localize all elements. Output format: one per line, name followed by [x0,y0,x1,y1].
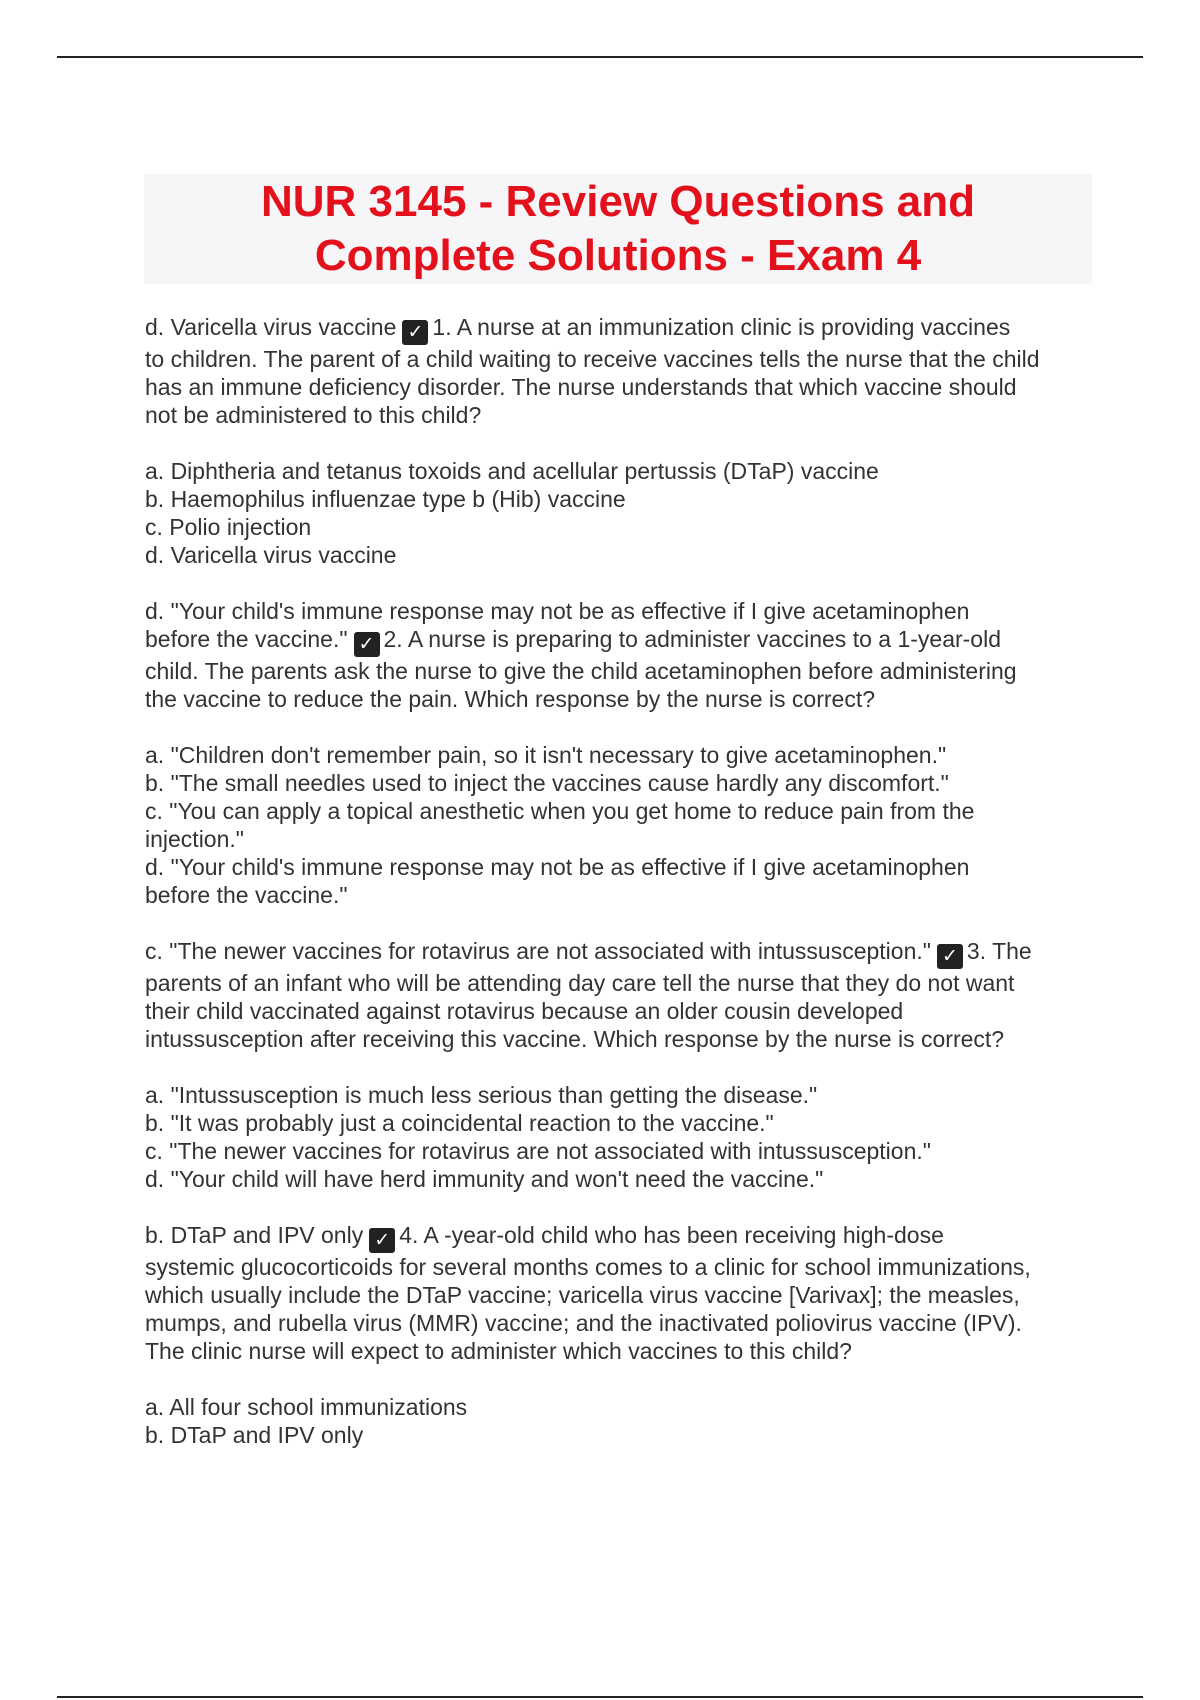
option-item: c. "You can apply a topical anesthetic when you get home to reduce pain from the [145,798,975,824]
checkmark-icon: ✓ [354,632,380,657]
option-item: before the vaccine." [145,882,348,908]
question-line: their child vaccinated against rotavirus because an older cousin developed [145,998,904,1024]
option-item: injection." [145,826,244,852]
option-item: b. "The small needles used to inject the vaccines cause hardly any discomfort." [145,770,949,796]
question-line: d. "Your child's immune response may not be as effective if I give acetaminophen [145,598,970,624]
question-line: has an immune deficiency disorder. The nurse understands that which vaccine should [145,374,1017,400]
top-rule [57,56,1143,58]
question-line: the vaccine to reduce the pain. Which response by the nurse is correct? [145,686,876,712]
option-item: a. "Intussusception is much less serious than getting the disease." [145,1082,818,1108]
question-4 [145,1221,1095,1365]
document-title-line-2: Complete Solutions - Exam 4 [314,231,922,280]
option-item: b. DTaP and IPV only [145,1422,364,1448]
question-line: child. The parents ask the nurse to give the child acetaminophen before administering [145,658,1017,684]
document-body [145,313,1095,1477]
checkmark-icon: ✓ [369,1228,395,1253]
answer-text: c. "The newer vaccines for rotavirus are not associated with intussusception." [145,938,931,964]
option-item: d. "Your child will have herd immunity and won't need the vaccine." [145,1166,824,1192]
answer-text: b. DTaP and IPV only [145,1222,364,1248]
question-line [145,1221,1095,1253]
question-line: parents of an infant who will be attending day care tell the nurse that they do not want [145,970,1015,996]
checkmark-icon: ✓ [402,320,428,345]
question-text: 4. A -year-old child who has been receiving high-dose [399,1222,944,1248]
question-text: 3. The [966,938,1032,964]
checkmark-icon: ✓ [937,944,963,969]
option-item: d. "Your child's immune response may not be as effective if I give acetaminophen [145,854,970,880]
question-line: mumps, and rubella virus (MMR) vaccine; and the inactivated poliovirus vaccine (IPV). [145,1310,1022,1336]
question-text: 1. A nurse at an immunization clinic is providing vaccines [432,314,1011,340]
question-1 [145,313,1095,429]
question-line: systemic glucocorticoids for several months comes to a clinic for school immunizations, [145,1254,1031,1280]
question-line [145,625,1095,657]
option-item: d. Varicella virus vaccine [145,542,397,568]
question-2-options [145,741,1095,909]
option-item: c. Polio injection [145,514,312,540]
question-1-options [145,457,1095,569]
question-3 [145,937,1095,1053]
option-item: c. "The newer vaccines for rotavirus are not associated with intussusception." [145,1138,931,1164]
question-line: to children. The parent of a child waiting to receive vaccines tells the nurse that the child [145,346,1040,372]
answer-text: d. Varicella virus vaccine [145,314,397,340]
option-item: a. All four school immunizations [145,1394,468,1420]
question-line: intussusception after receiving this vaccine. Which response by the nurse is correct? [145,1026,1005,1052]
question-line [145,937,1095,969]
option-item: b. "It was probably just a coincidental reaction to the vaccine." [145,1110,774,1136]
option-item: a. Diphtheria and tetanus toxoids and acellular pertussis (DTaP) vaccine [145,458,879,484]
answer-text: before the vaccine." [145,626,348,652]
question-3-options [145,1081,1095,1193]
question-line [145,313,1095,345]
question-line: The clinic nurse will expect to administer which vaccines to this child? [145,1338,852,1364]
bottom-rule [57,1696,1143,1698]
question-2 [145,597,1095,713]
document-title-line-1: NUR 3145 - Review Questions and [261,177,975,226]
option-item: b. Haemophilus influenzae type b (Hib) vaccine [145,486,626,512]
document-title-banner [144,174,1092,284]
question-line: which usually include the DTaP vaccine; varicella virus vaccine [Varivax]; the measles, [145,1282,1020,1308]
option-item: a. "Children don't remember pain, so it isn't necessary to give acetaminophen." [145,742,947,768]
question-line: not be administered to this child? [145,402,482,428]
question-text: 2. A nurse is preparing to administer vaccines to a 1-year-old [383,626,1002,652]
question-4-options [145,1393,1095,1449]
